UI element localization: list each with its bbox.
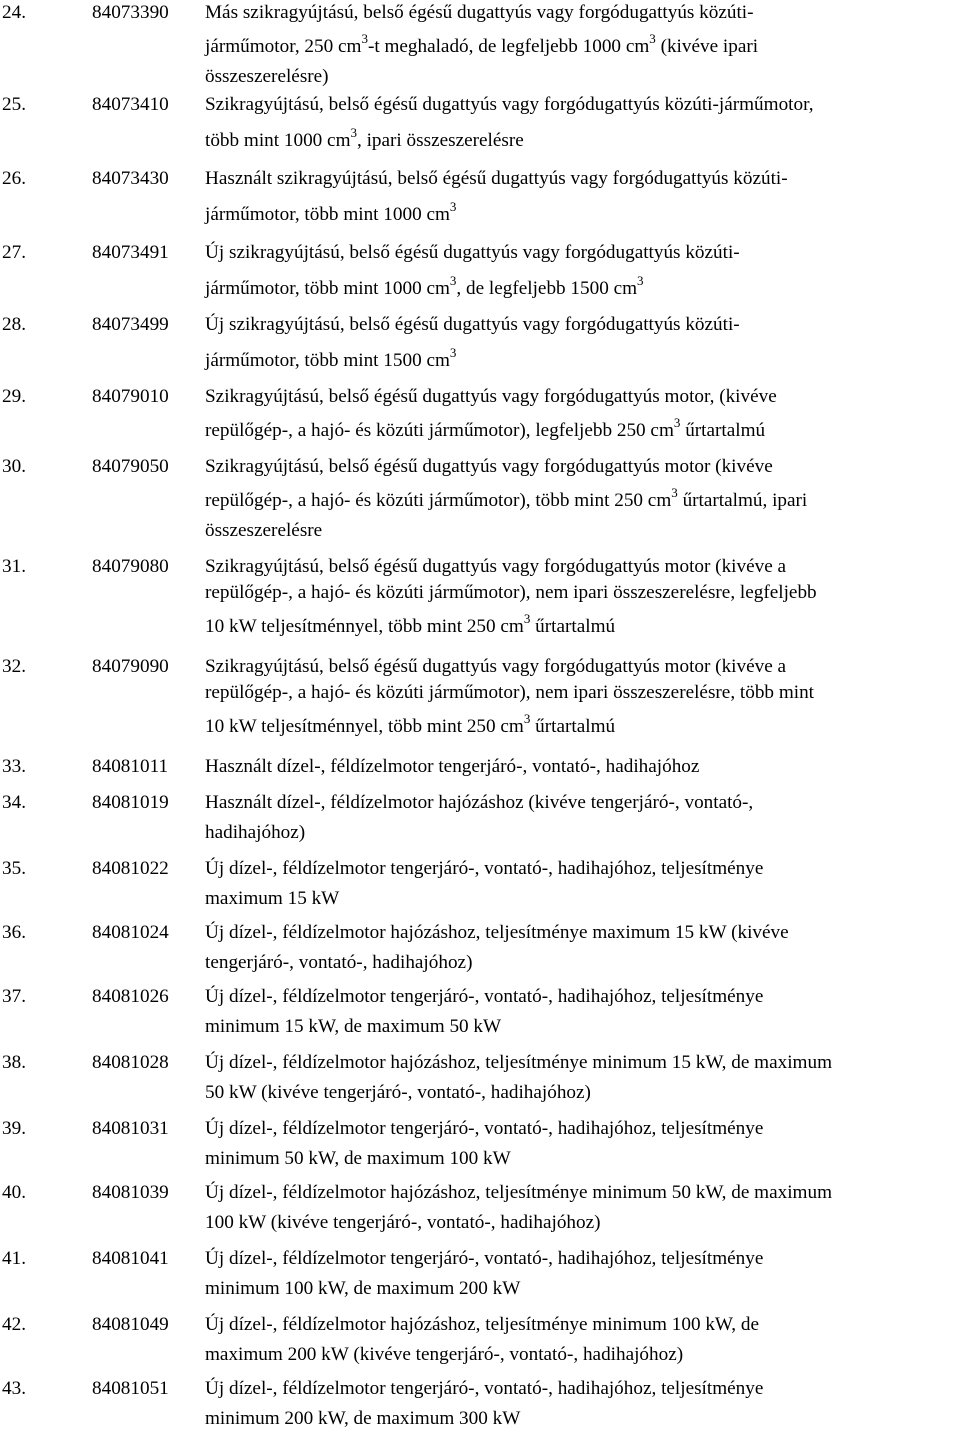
description-line: Használt dízel-, féldízelmotor hajózáshoz (kivéve tengerjáró-, vontató-, bbox=[205, 792, 754, 813]
description-line: repülőgép-, a hajó- és közúti járműmotor), nem ipari összeszerelésre, legfeljebb bbox=[205, 582, 817, 603]
description-line: Szikragyújtású, belső égésű dugattyús vagy forgódugattyús motor (kivéve bbox=[205, 456, 773, 477]
item-number: 33. bbox=[2, 756, 26, 777]
description-line: Új dízel-, féldízelmotor tengerjáró-, vontató-, hadihajóhoz, teljesítménye bbox=[205, 858, 764, 879]
tariff-code: 84081049 bbox=[92, 1314, 169, 1335]
description-line: tengerjáró-, vontató-, hadihajóhoz) bbox=[205, 952, 473, 973]
tariff-code: 84081039 bbox=[92, 1182, 169, 1203]
item-number: 24. bbox=[2, 2, 26, 23]
item-number: 40. bbox=[2, 1182, 26, 1203]
item-number: 39. bbox=[2, 1118, 26, 1139]
superscript-3: 3 bbox=[649, 31, 656, 46]
description-line: minimum 50 kW, de maximum 100 kW bbox=[205, 1148, 511, 1169]
description-line: Szikragyújtású, belső égésű dugattyús vagy forgódugattyús motor, (kivéve bbox=[205, 386, 777, 407]
superscript-3: 3 bbox=[361, 31, 368, 46]
description-line: összeszerelésre) bbox=[205, 66, 329, 87]
tariff-code: 84079090 bbox=[92, 656, 169, 677]
description-line: 50 kW (kivéve tengerjáró-, vontató-, hadihajóhoz) bbox=[205, 1082, 591, 1103]
description-line: Új dízel-, féldízelmotor hajózáshoz, teljesítménye minimum 15 kW, de maximum bbox=[205, 1052, 832, 1073]
item-number: 25. bbox=[2, 94, 26, 115]
item-number: 36. bbox=[2, 922, 26, 943]
description-line: Szikragyújtású, belső égésű dugattyús vagy forgódugattyús motor (kivéve a bbox=[205, 556, 787, 577]
tariff-code: 84081031 bbox=[92, 1118, 169, 1139]
description-line: repülőgép-, a hajó- és közúti járműmotor), legfeljebb 250 $cm^3$ űrtartalmú bbox=[205, 415, 766, 441]
description-line: járműmotor, több mint 1500 $cm^3$ bbox=[205, 345, 457, 371]
description-line: hadihajóhoz) bbox=[205, 822, 306, 843]
description-line: Új dízel-, féldízelmotor tengerjáró-, vontató-, hadihajóhoz, teljesítménye bbox=[205, 1378, 764, 1399]
description-line: minimum 15 kW, de maximum 50 kW bbox=[205, 1016, 502, 1037]
description-line: Új dízel-, féldízelmotor tengerjáró-, vontató-, hadihajóhoz, teljesítménye bbox=[205, 1118, 764, 1139]
item-number: 31. bbox=[2, 556, 26, 577]
item-number: 28. bbox=[2, 314, 26, 335]
description-line: járműmotor, 250 $cm^3-t$ meghaladó, de legfeljebb 1000 $cm^3$ (kivéve ipari bbox=[205, 31, 759, 57]
description-line: járműmotor, több mint 1000 $cm^3$ bbox=[205, 199, 457, 225]
description-line: minimum 100 kW, de maximum 200 kW bbox=[205, 1278, 521, 1299]
description-line: Új dízel-, féldízelmotor hajózáshoz, teljesítménye minimum 50 kW, de maximum bbox=[205, 1182, 832, 1203]
superscript-3: 3 bbox=[671, 485, 678, 500]
item-number: 35. bbox=[2, 858, 26, 879]
tariff-code: 84073410 bbox=[92, 94, 169, 115]
description-line: 100 kW (kivéve tengerjáró-, vontató-, hadihajóhoz) bbox=[205, 1212, 601, 1233]
item-number: 26. bbox=[2, 168, 26, 189]
description-line: repülőgép-, a hajó- és közúti járműmotor), nem ipari összeszerelésre, több mint bbox=[205, 682, 815, 703]
tariff-code: 84073491 bbox=[92, 242, 169, 263]
description-line: Használt szikragyújtású, belső égésű dugattyús vagy forgódugattyús közúti- bbox=[205, 168, 788, 189]
tariff-code: 84081019 bbox=[92, 792, 169, 813]
tariff-code: 84081051 bbox=[92, 1378, 169, 1399]
item-number: 32. bbox=[2, 656, 26, 677]
description-line: 10 kW teljesítménnyel, több mint 250 $cm^3$ űrtartalmú bbox=[205, 711, 616, 737]
item-number: 29. bbox=[2, 386, 26, 407]
superscript-3: 3 bbox=[523, 611, 531, 626]
item-number: 38. bbox=[2, 1052, 26, 1073]
description-line: maximum 15 kW bbox=[205, 888, 340, 909]
tariff-code: 84081026 bbox=[92, 986, 169, 1007]
description-line: Szikragyújtású, belső égésű dugattyús vagy forgódugattyús közúti-járműmotor, bbox=[205, 94, 814, 115]
description-line: több mint 1000 $cm^3$, ipari összeszerelésre bbox=[205, 125, 524, 151]
superscript-3: 3 bbox=[350, 125, 357, 140]
description-line: Új dízel-, féldízelmotor hajózáshoz, teljesítménye minimum 100 kW, de bbox=[205, 1314, 759, 1335]
tariff-code: 84079010 bbox=[92, 386, 169, 407]
tariff-code: 84081028 bbox=[92, 1052, 169, 1073]
tariff-code: 84079050 bbox=[92, 456, 169, 477]
tariff-code: 84081022 bbox=[92, 858, 169, 879]
description-line: Új dízel-, féldízelmotor tengerjáró-, vontató-, hadihajóhoz, teljesítménye bbox=[205, 986, 764, 1007]
superscript-3: 3 bbox=[673, 415, 681, 430]
tariff-code: 84073499 bbox=[92, 314, 169, 335]
description-line: járműmotor, több mint 1000 $cm^3$, de legfeljebb 1500 $cm^3$ bbox=[205, 273, 644, 299]
tariff-code: 84073390 bbox=[92, 2, 169, 23]
description-line: Használt dízel-, féldízelmotor tengerjáró-, vontató-, hadihajóhoz bbox=[205, 756, 700, 777]
item-number: 27. bbox=[2, 242, 26, 263]
description-line: Új dízel-, féldízelmotor tengerjáró-, vontató-, hadihajóhoz, teljesítménye bbox=[205, 1248, 764, 1269]
description-line: repülőgép-, a hajó- és közúti járműmotor), több mint 250 $cm^3$ űrtartalmú, ipari bbox=[205, 485, 808, 511]
description-line: maximum 200 kW (kivéve tengerjáró-, vontató-, hadihajóhoz) bbox=[205, 1344, 684, 1365]
superscript-3: 3 bbox=[523, 711, 531, 726]
description-line: minimum 200 kW, de maximum 300 kW bbox=[205, 1408, 521, 1429]
description-line: Új szikragyújtású, belső égésű dugattyús vagy forgódugattyús közúti- bbox=[205, 314, 740, 335]
tariff-code: 84081024 bbox=[92, 922, 169, 943]
item-number: 42. bbox=[2, 1314, 26, 1335]
item-number: 30. bbox=[2, 456, 26, 477]
item-number: 43. bbox=[2, 1378, 26, 1399]
superscript-3: 3 bbox=[449, 199, 457, 214]
item-number: 34. bbox=[2, 792, 26, 813]
superscript-3: 3 bbox=[449, 273, 457, 288]
tariff-code: 84073430 bbox=[92, 168, 169, 189]
item-number: 37. bbox=[2, 986, 26, 1007]
tariff-code: 84081011 bbox=[92, 756, 169, 777]
description-line: Szikragyújtású, belső égésű dugattyús vagy forgódugattyús motor (kivéve a bbox=[205, 656, 787, 677]
tariff-code: 84079080 bbox=[92, 556, 169, 577]
description-line: Új szikragyújtású, belső égésű dugattyús vagy forgódugattyús közúti- bbox=[205, 242, 740, 263]
item-number: 41. bbox=[2, 1248, 26, 1269]
superscript-3: 3 bbox=[449, 345, 457, 360]
description-line: 10 kW teljesítménnyel, több mint 250 $cm^3$ űrtartalmú bbox=[205, 611, 616, 637]
superscript-3: 3 bbox=[637, 273, 644, 288]
tariff-code: 84081041 bbox=[92, 1248, 169, 1269]
description-line: Új dízel-, féldízelmotor hajózáshoz, teljesítménye maximum 15 kW (kivéve bbox=[205, 922, 789, 943]
description-line: Más szikragyújtású, belső égésű dugattyús vagy forgódugattyús közúti- bbox=[205, 2, 754, 23]
description-line: összeszerelésre bbox=[205, 520, 323, 541]
